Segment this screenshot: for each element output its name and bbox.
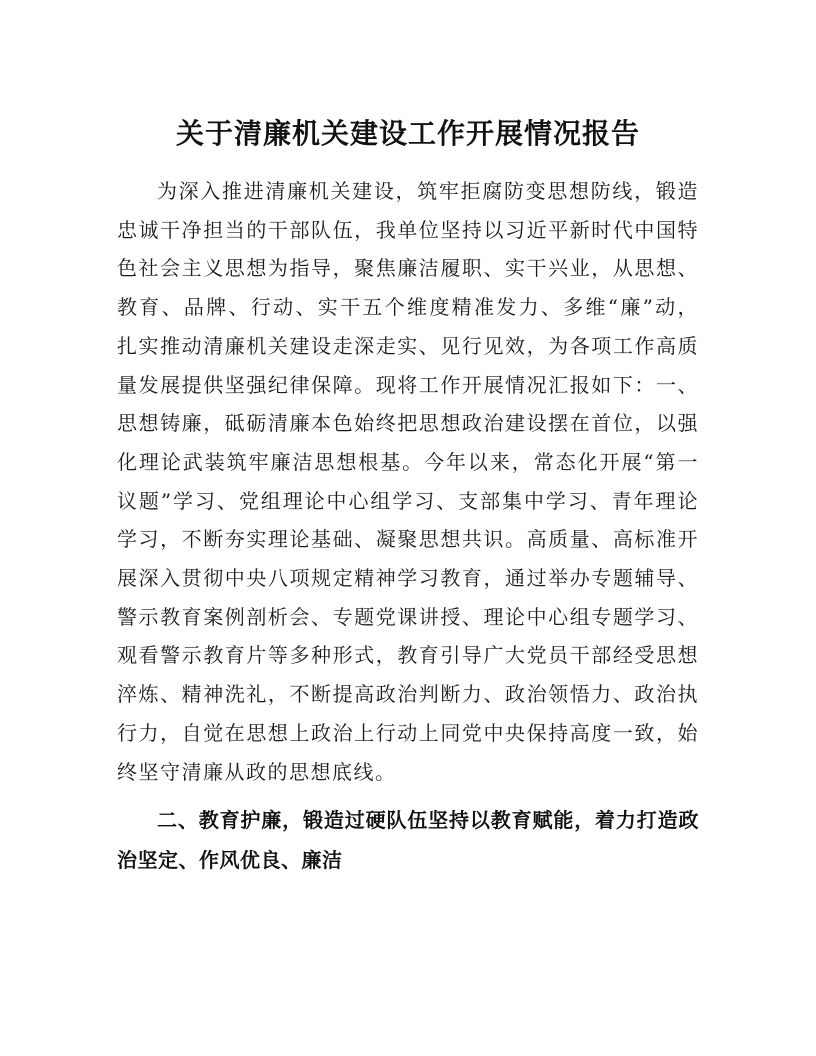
body-paragraph: 为深入推进清廉机关建设，筑牢拒腐防变思想防线，锻造忠诚干净担当的干部队伍，我单位坚持以习近平新时代中国特色社会主义思想为指导，聚焦廉洁履职、实干兴业，从思想、教育、品牌、行动、实干五个维度精准发力、多维“廉”动，扎实推动清廉机关建设走深走实、见行见效，为各项工作高质量发展提供坚强纪律保障。现将工作开展情况汇报如下：一、思想铸廉，砥砺清廉本色始终把思想政治建设摆在首位，以强化理论武装筑牢廉洁思想根基。今年以来，常态化开展“第一议题”学习、党组理论中心组学习、支部集中学习、青年理论学习，不断夯实理论基础、凝聚思想共识。高质量、高标准开展深入贯彻中央八项规定精神学习教育，通过举办专题辅导、警示教育案例剖析会、专题党课讲授、理论中心组专题学习、观看警示教育片等多种形式，教育引导广大党员干部经受思想淬炼、精神洗礼，不断提高政治判断力、政治领悟力、政治执行力，自觉在思想上政治上行动上同党中央保持高度一致，始终坚守清廉从政的思想底线。 bbox=[117, 179, 699, 784]
document-title: 关于清廉机关建设工作开展情况报告 bbox=[175, 117, 640, 150]
section-heading: 二、教育护廉，锻造过硬队伍坚持以教育赋能，着力打造政治坚定、作风优良、廉洁 bbox=[117, 808, 699, 872]
